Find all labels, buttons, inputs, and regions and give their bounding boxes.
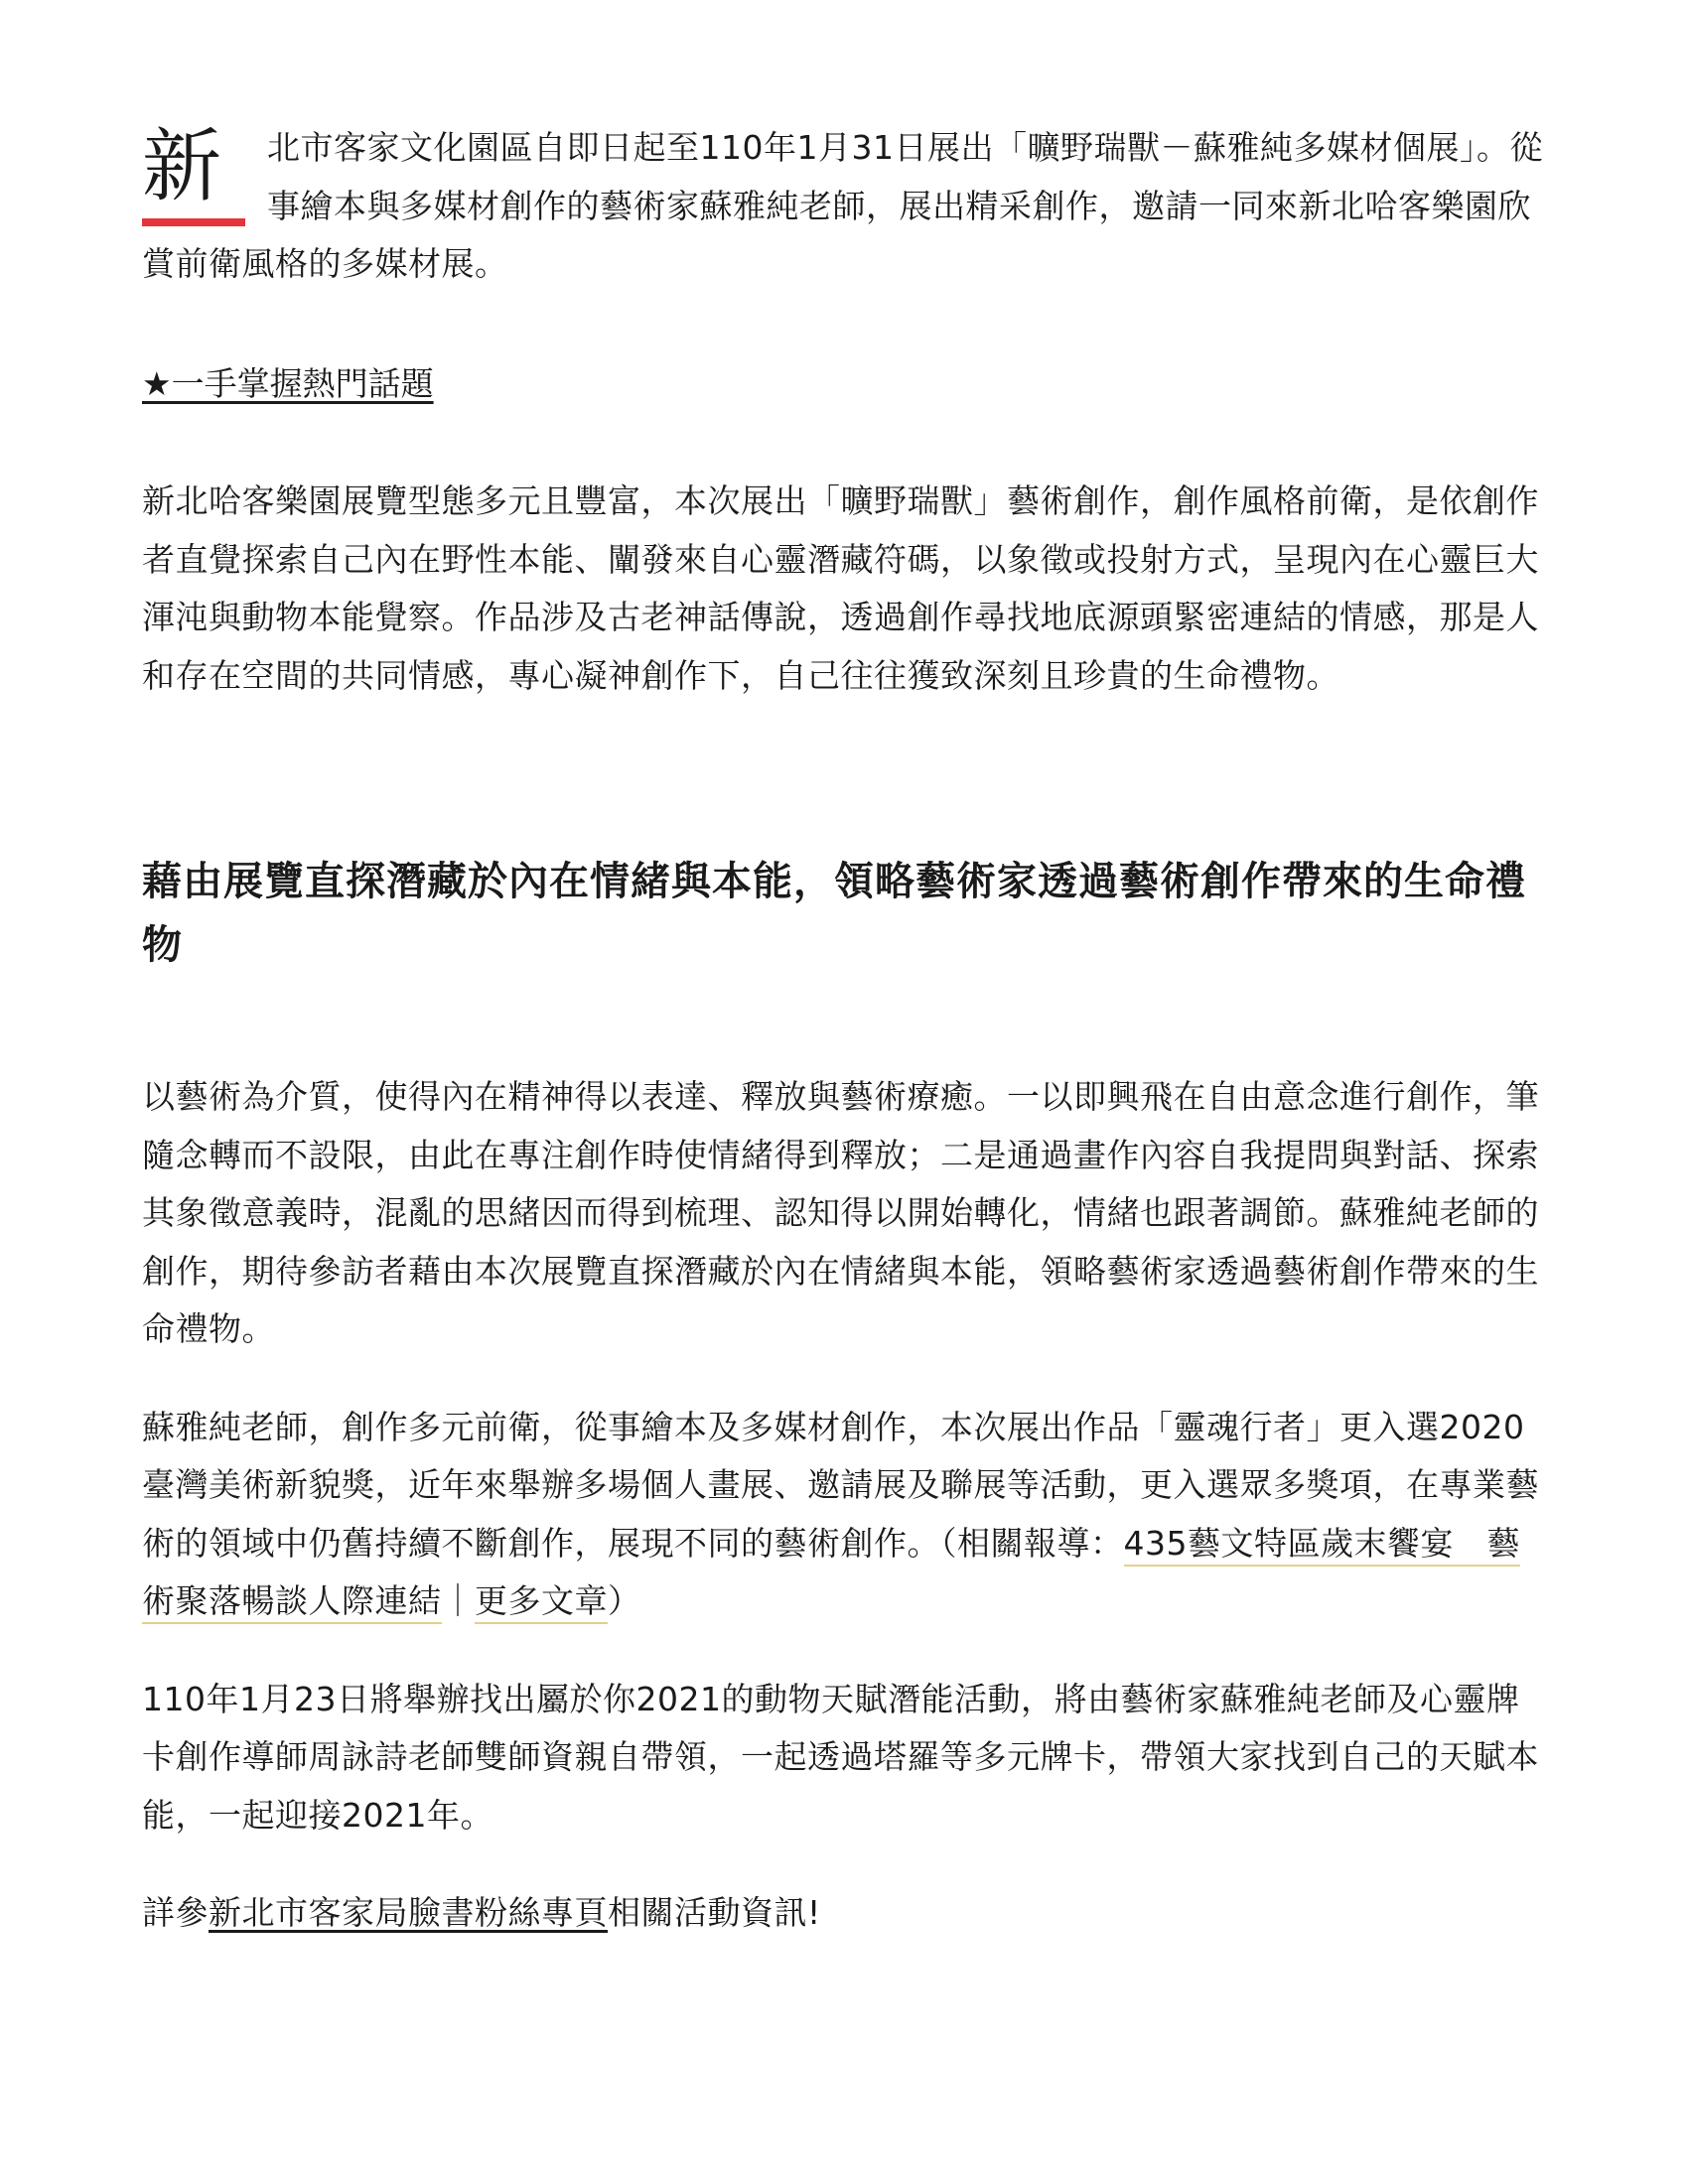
section-heading: 藉由展覽直探潛藏於內在情緒與本能，領略藝術家透過藝術創作帶來的生命禮物 xyxy=(142,859,1526,968)
facebook-suffix: 相關活動資訊! xyxy=(608,1893,821,1932)
lead-paragraph xyxy=(142,119,1552,294)
related-article-link[interactable]: 435藝文特區歲末饗宴 藝術聚落暢談人際連結 xyxy=(142,1524,1520,1625)
related-prefix: （相關報導： xyxy=(940,1523,1124,1563)
related-separator: ｜ xyxy=(441,1581,475,1620)
artist-paragraph xyxy=(142,1399,1552,1631)
dropcap-block xyxy=(142,119,245,230)
more-articles-link[interactable]: 更多文章 xyxy=(475,1581,608,1624)
dropcap-letter: 新 xyxy=(142,120,221,212)
intro-paragraph: 新北哈客樂園展覽型態多元且豐富，本次展出「曠野瑞獸」藝術創作，創作風格前衛，是依創作者直覺探索自己內在野性本能、闡發來自心靈潛藏符碼，以象徵或投射方式，呈現內在心靈巨大渾沌與動物本能覺察。作品涉及古老神話傳說，透過創作尋找地底源頭緊密連結的情感，那是人和存在空間的共同情感，專心凝神創作下，自己往往獲致深刻且珍貴的生命禮物。 xyxy=(142,481,1539,695)
article xyxy=(142,119,1552,1943)
lead-text: 北市客家文化園區自即日起至110年1月31日展出「曠野瑞獸－蘇雅純多媒材個展」。從事繪本與多媒材創作的藝術家蘇雅純老師，展出精采創作，邀請一同來新北哈客樂園欣賞前衛風格的多媒材展。 xyxy=(142,128,1543,283)
facebook-paragraph xyxy=(142,1884,1552,1943)
facebook-fanpage-link[interactable]: 新北市客家局臉書粉絲專頁 xyxy=(209,1893,608,1932)
hot-topics-link[interactable]: ★一手掌握熱門話題 xyxy=(142,363,434,403)
facebook-prefix: 詳參 xyxy=(142,1893,209,1932)
artist-paragraph-text: 蘇雅純老師，創作多元前衛，從事繪本及多媒材創作，本次展出作品「靈魂行者」更入選2020臺灣美術新貌獎，近年來舉辦多場個人畫展、邀請展及聯展等活動，更入選眾多獎項，在專業藝術的領域中仍舊持續不斷創作，展現不同的藝術創作。 xyxy=(142,1407,1539,1563)
dropcap-underline xyxy=(142,218,245,226)
art-therapy-paragraph: 以藝術為介質，使得內在精神得以表達、釋放與藝術療癒。一以即興飛在自由意念進行創作，筆隨念轉而不設限，由此在專注創作時使情緒得到釋放；二是通過畫作內容自我提問與對話、探索其象徵意義時，混亂的思緒因而得到梳理、認知得以開始轉化，情緒也跟著調節。蘇雅純老師的創作，期待參訪者藉由本次展覽直探潛藏於內在情緒與本能，領略藝術家透過藝術創作帶來的生命禮物。 xyxy=(142,1077,1539,1348)
related-suffix: ） xyxy=(608,1581,641,1620)
event-paragraph: 110年1月23日將舉辦找出屬於你2021的動物天賦潛能活動，將由藝術家蘇雅純老師及心靈牌卡創作導師周詠詩老師雙師資親自帶領，一起透過塔羅等多元牌卡，帶領大家找到自己的天賦本能，一起迎接2021年。 xyxy=(142,1679,1539,1835)
